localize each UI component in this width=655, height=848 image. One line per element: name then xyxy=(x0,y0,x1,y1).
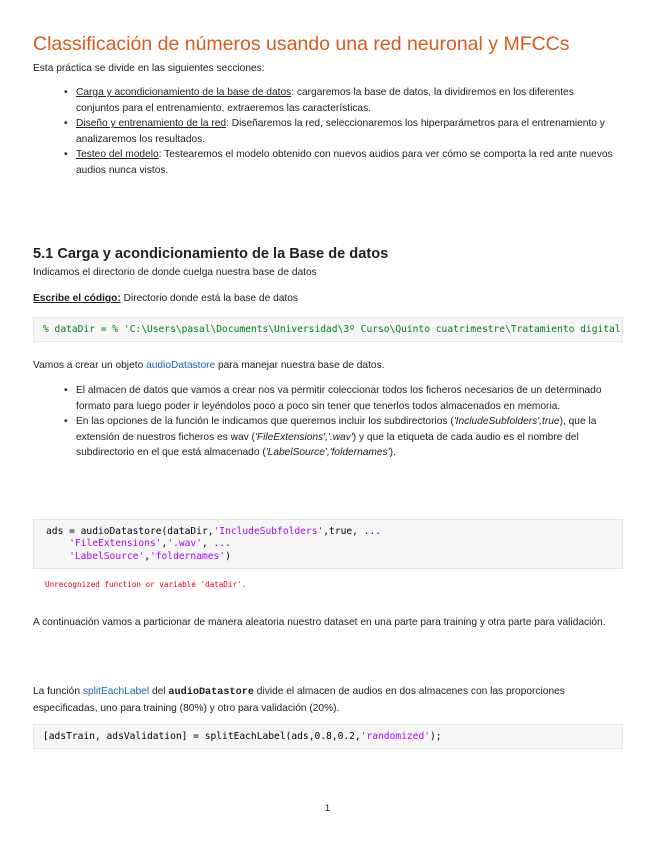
partition-text: A continuación vamos a particionar de manera aleatoria nuestro dataset en una parte para training y otra parte para validación. xyxy=(33,617,606,628)
write-code-text: Directorio donde está la base de datos xyxy=(120,293,299,304)
code-comment: % dataDir = % 'C:\Users\pasal\Documents\Universidad\3º Curso\Quinto cuatrimestre\Tratamiento digital xyxy=(43,324,621,335)
section-link-diseno[interactable]: Diseño y entrenamiento de la red xyxy=(76,118,227,130)
code-continuation: ... xyxy=(213,538,231,550)
text: La función xyxy=(33,686,83,697)
error-message: Unrecognized function or variable 'dataDir'. xyxy=(45,580,247,589)
code-block-split[interactable] xyxy=(33,724,623,749)
text: audioDatastore xyxy=(168,687,254,698)
audiodatastore-link[interactable]: audioDatastore xyxy=(146,360,216,371)
text: divide el almacen de audios en dos almacenes con las proporciones especificadas, uno para training (80%) y otro para validación (20%). xyxy=(33,686,565,714)
code-continuation: ... xyxy=(363,526,382,537)
section-link-testeo[interactable]: Testeo del modelo xyxy=(76,149,159,161)
datastore-intro xyxy=(33,358,385,374)
code-string: 'foldernames' xyxy=(149,550,226,562)
text: 'LabelSource','foldernames' xyxy=(265,447,390,459)
dir-intro-text: Indicamos el directorio de donde cuelga nuestra base de datos xyxy=(33,267,317,278)
text: 'FileExtensions','.wav' xyxy=(254,431,353,443)
sections-list xyxy=(64,85,619,179)
code-text: ads = audioDatastore(dataDir, xyxy=(46,526,214,537)
text: Vamos a crear un objeto xyxy=(33,360,147,371)
text: del xyxy=(149,686,169,697)
section-heading: 5.1 Carga y acondicionamiento de la Base de datos xyxy=(33,246,389,262)
datastore-bullets xyxy=(64,383,609,461)
code-string: 'IncludeSubfolders' xyxy=(213,526,324,537)
list-item xyxy=(64,85,619,116)
code-text: , xyxy=(161,538,168,550)
spliteachlabel-link[interactable]: splitEachLabel xyxy=(82,686,150,697)
list-item-text: : Testearemos el modelo obtenido con nuevos audios para ver cómo se comporta la red ante nuevos audios nunca vistos. xyxy=(76,149,613,176)
code-string: 'randomized' xyxy=(360,731,430,742)
code-text: [adsTrain, adsValidation] = splitEachLabel(ads,0.8,0.2, xyxy=(43,731,361,742)
code-text: , xyxy=(201,538,214,550)
code-string: 'LabelSource' xyxy=(69,550,145,562)
list-item-text: : cargaremos la base de datos, la dividiremos en los diferentes conjuntos para el entrenamiento, extraeremos las características. xyxy=(76,87,574,114)
code-text: ); xyxy=(430,731,442,742)
code-string: '.wav' xyxy=(167,538,202,550)
code-block-datadir[interactable] xyxy=(33,317,623,342)
split-text xyxy=(33,684,618,716)
section-link-carga[interactable]: Carga y acondicionamiento de la base de datos xyxy=(76,87,292,98)
text: para manejar nuestra base de datos. xyxy=(215,360,385,371)
code-text: , xyxy=(144,550,150,562)
list-item: • El almacen de datos que vamos a crear nos va permitir coleccionar todos los ficheros necesarios de un determinado formato para luego poder ir leyéndolos poco a poco sin tener que tenerlos todos almacenados en memoria. xyxy=(64,383,609,414)
list-item-text: : Diseñaremos la red, seleccionaremos los hiperparámetros para el entrenamiento y analizaremos los resultados. xyxy=(76,118,605,145)
text: 'IncludeSubfolders',true xyxy=(453,416,560,428)
code-block-audiodatastore[interactable] xyxy=(33,519,623,569)
text: ), que la extensión de nuestros ficheros es wav ( xyxy=(76,416,597,443)
write-code-line xyxy=(33,291,298,307)
code-text: ) xyxy=(225,550,231,562)
page-title: Classificación de números usando una red neuronal y MFCCs xyxy=(33,33,570,55)
text: ) y que la etiqueta de cada audio es el nombre del subdirectorio en el que está almacenado ( xyxy=(76,431,579,459)
list-item xyxy=(64,414,609,461)
list-item xyxy=(64,116,619,147)
text: En las opciones de la función le indicamos que queremos incluir los subdirectorios ( xyxy=(76,416,454,428)
code-string: 'FileExtensions' xyxy=(69,538,162,550)
list-item xyxy=(64,147,619,178)
write-code-label: Escribe el código: xyxy=(33,293,121,304)
intro-text: Esta práctica se divide en las siguientes secciones: xyxy=(33,63,265,74)
text: ). xyxy=(389,447,396,459)
code-text: ,true, xyxy=(323,526,364,537)
page-number: 1 xyxy=(324,803,331,814)
